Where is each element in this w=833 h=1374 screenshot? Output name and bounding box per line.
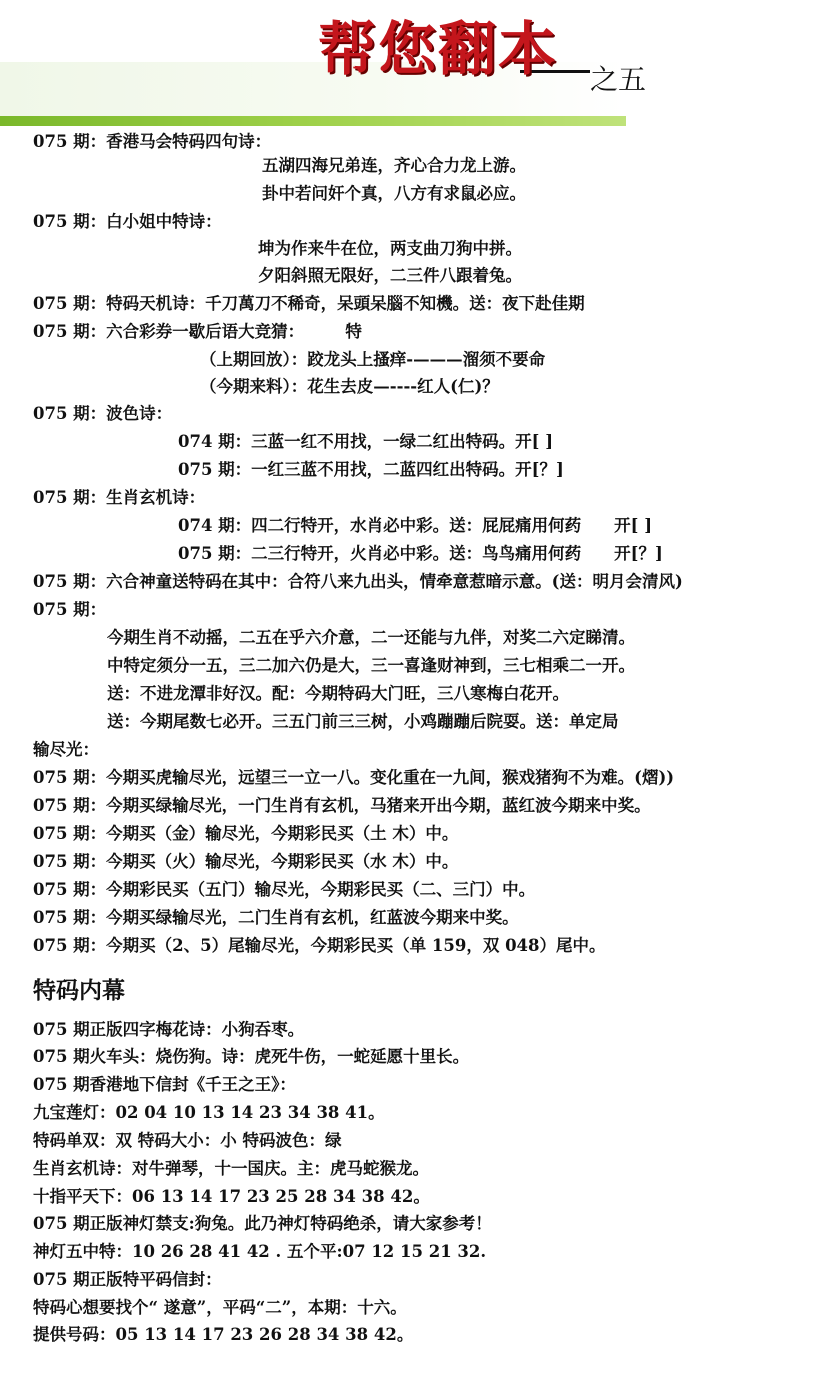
text-line: 神灯五中特：10 26 28 41 42 . 五个平:07 12 15 21 32. [33,1242,487,1261]
text-line: 十指平天下：06 13 14 17 23 25 28 34 38 42。 [33,1187,430,1206]
text-line: 075 期正版神灯禁支:狗兔。此乃神灯特码绝杀，请大家参考！ [33,1214,492,1233]
text-line: 075 期：六合神童送特码在其中：合符八来九出头，情牵意惹暗示意。(送：明月会清风) [33,572,683,591]
text-line: 075 期：今期买（2、5）尾输尽光，今期彩民买（单 159，双 048）尾中。 [33,936,606,955]
text-line: 输尽光： [33,740,99,759]
text-line: 九宝莲灯：02 04 10 13 14 23 34 38 41。 [33,1103,385,1122]
text-line: 075 期：今期买（金）输尽光，今期彩民买（土 木）中。 [33,824,459,843]
text-line: 特码心想要找个“ 遂意”，平码“二”，本期：十六。 [33,1298,407,1317]
text-line: 075 期：二三行特开，火肖必中彩。送：鸟鸟痛用何药 开[？] [178,544,663,563]
header-stripe [0,116,626,126]
text-line: 075 期：生肖玄机诗： [33,488,206,507]
text-line: （今期来料）：花生去皮—----红人(仁)？ [200,377,499,396]
text-line: 中特定须分一五，三二加六仍是大，三一喜逢财神到，三七相乘二一开。 [107,656,635,675]
text-line: 075 期正版特平码信封： [33,1270,222,1289]
text-line: 074 期：三蓝一红不用找，一绿二红出特码。开[ ] [178,432,554,451]
section-title: 特码内幕 [33,978,125,1004]
text-line: 075 期：今期买（火）输尽光，今期彩民买（水 木）中。 [33,852,459,871]
text-line: 075 期：今期买绿输尽光，一门生肖有玄机，马猪来开出今期，蓝红波今期来中奖。 [33,796,651,815]
text-line: 075 期：白小姐中特诗： [33,212,222,231]
text-line: 075 期火车头：烧伤狗。诗：虎死牛伤，一蛇延愿十里长。 [33,1047,470,1066]
text-line: 卦中若问奸个真，八方有求鼠必应。 [262,184,526,203]
text-line: 特码单双：双 特码大小：小 特码波色：绿 [33,1131,342,1150]
text-line: （上期回放）：跤龙头上搔痒-———溜须不要命 [200,350,546,369]
text-line: 075 期：一红三蓝不用找，二蓝四红出特码。开[？] [178,460,564,479]
text-line: 五湖四海兄弟连，齐心合力龙上游。 [262,156,526,175]
text-line: 夕阳斜照无限好，二三件八跟着兔。 [258,266,522,285]
logo-suffix: 之五 [590,63,647,96]
text-line: 075 期：香港马会特码四句诗： [33,132,272,151]
text-line: 075 期： [33,600,107,619]
logo-title: 帮您翻本 [318,15,559,83]
text-line: 075 期：今期彩民买（五门）输尽光，今期彩民买（二、三门）中。 [33,880,536,899]
text-line: 075 期：今期买虎输尽光，远望三一立一八。变化重在一九间，猴戏猪狗不为难。(熠)) [33,768,675,787]
text-line: 今期生肖不动摇，二五在乎六介意，二一还能与九伴，对奖二六定睇清。 [107,628,635,647]
text-line: 075 期：波色诗： [33,404,173,423]
text-line: 075 期：今期买绿输尽光，二门生肖有玄机，红蓝波今期来中奖。 [33,908,519,927]
text-line: 送：今期尾数七必开。三五门前三三树，小鸡蹦蹦后院耍。送：单定局 [107,712,619,731]
text-line: 074 期：四二行特开，水肖必中彩。送：屁屁痛用何药 开[ ] [178,516,653,535]
text-line: 075 期：特码天机诗：千刀萬刀不稀奇，呆頭呆腦不知機。送：夜下赴佳期 [33,294,585,313]
text-line: 075 期香港地下信封《千王之王》： [33,1075,296,1094]
header-banner [0,0,833,130]
text-line: 坤为作来牛在位，两支曲刀狗中拼。 [258,239,522,258]
text-line: 提供号码：05 13 14 17 23 26 28 34 38 42。 [33,1325,414,1344]
text-line: 075 期正版四字梅花诗：小狗吞枣。 [33,1020,305,1039]
text-line: 送：不进龙潭非好汉。配：今期特码大门旺，三八寒梅白花开。 [107,684,569,703]
text-line: 075 期：六合彩券一歇后语大竞猜： 特 [33,322,362,341]
text-line: 生肖玄机诗：对牛弹琴，十一国庆。主：虎马蛇猴龙。 [33,1159,429,1178]
